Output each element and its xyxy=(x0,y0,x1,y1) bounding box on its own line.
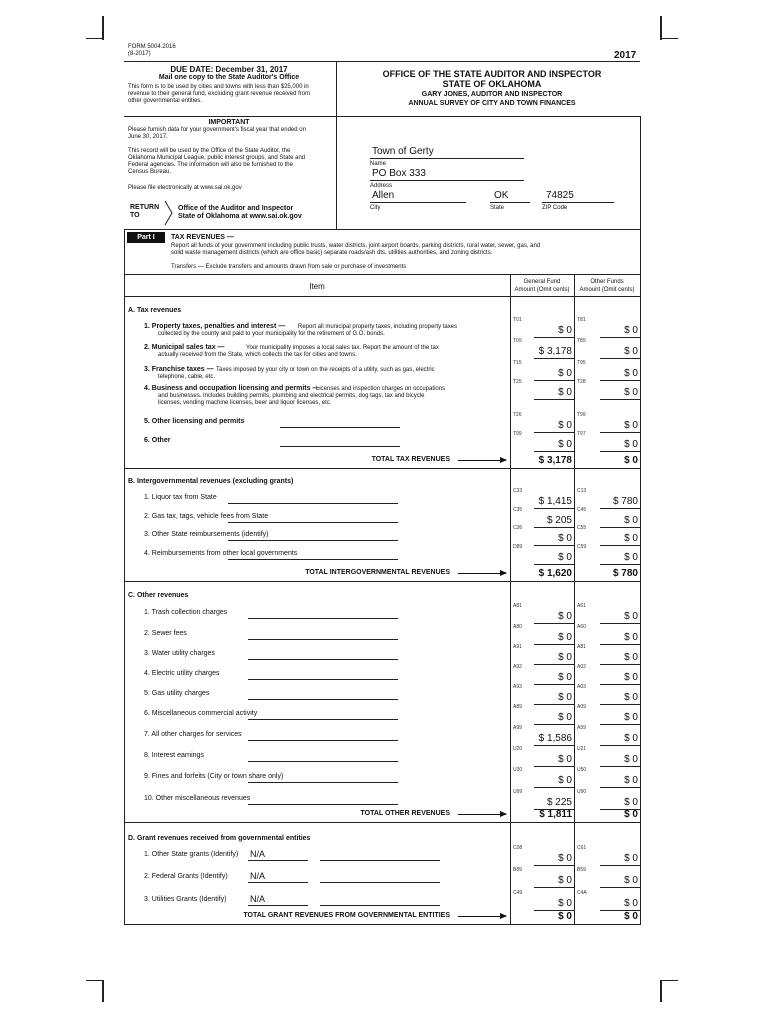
answer-line xyxy=(320,882,440,883)
other-funds-amount[interactable]: $ 0 xyxy=(624,898,638,909)
section-rule xyxy=(124,581,640,582)
part-transfers: Transfers — Exclude transfers and amounts drawn from sale or purchase of investments xyxy=(171,264,407,270)
field-code: A99 xyxy=(513,725,522,731)
row-label: 1. Property taxes, penalties and interest — xyxy=(144,323,286,330)
field-code: T99 xyxy=(577,412,586,418)
crop-mark xyxy=(102,980,104,1002)
col-general-header: Amount (Omit cents) xyxy=(514,287,570,293)
general-fund-amount[interactable]: $ 0 xyxy=(558,775,572,786)
row-label: 2. Gas tax, tags, vehicle fees from State xyxy=(144,513,269,520)
field-underline xyxy=(370,202,466,203)
general-fund-amount[interactable]: $ 0 xyxy=(558,875,572,886)
general-fund-amount[interactable]: $ 0 xyxy=(558,368,572,379)
field-code: C4A xyxy=(577,890,587,896)
other-funds-amount[interactable]: $ 0 xyxy=(624,439,638,450)
amount-underline xyxy=(534,623,574,624)
return-address: Office of the Auditor and Inspector xyxy=(178,205,294,212)
city-field[interactable]: Allen xyxy=(372,190,395,201)
answer-line xyxy=(248,782,398,783)
field-code: T15 xyxy=(513,360,522,366)
row-description: Report all municipal property taxes, including property taxes xyxy=(298,324,458,330)
form-id: FORM 5004.2016 xyxy=(128,44,176,50)
survey-title: ANNUAL SURVEY OF CITY AND TOWN FINANCES xyxy=(408,100,576,107)
field-code: C36 xyxy=(513,525,523,531)
amount-underline xyxy=(534,766,574,767)
address-field[interactable]: PO Box 333 xyxy=(372,168,426,179)
field-code: U20 xyxy=(513,746,523,752)
amount-underline xyxy=(534,337,574,338)
city-label: City xyxy=(370,205,381,211)
total-arrow-icon xyxy=(458,814,506,815)
section-rule xyxy=(124,924,640,925)
field-code: C33 xyxy=(513,488,523,494)
field-code: A92 xyxy=(513,664,522,670)
amount-underline xyxy=(600,380,640,381)
amount-underline xyxy=(534,527,574,528)
amount-underline xyxy=(534,508,574,509)
amount-underline xyxy=(534,724,574,725)
field-code: T01 xyxy=(513,317,522,323)
part-desc: solid waste management districts (which are office basic) separate roads/ash dts, utilities authorities, and zoning districts. xyxy=(171,250,493,256)
col-item-header: Item xyxy=(309,282,325,291)
general-fund-amount[interactable]: $ 0 xyxy=(558,439,572,450)
amount-underline xyxy=(600,887,640,888)
general-fund-amount[interactable]: $ 0 xyxy=(558,672,572,683)
general-fund-amount[interactable]: $ 0 xyxy=(558,754,572,765)
amount-underline xyxy=(534,704,574,705)
zip-field[interactable]: 74825 xyxy=(546,190,574,201)
other-funds-amount[interactable]: $ 0 xyxy=(624,775,638,786)
row-label: 1. Trash collection charges xyxy=(144,609,228,616)
total-arrow-icon xyxy=(458,916,506,917)
answer-line xyxy=(248,719,398,720)
field-code: A02 xyxy=(577,664,586,670)
other-funds-amount[interactable]: $ 0 xyxy=(624,368,638,379)
crop-mark xyxy=(660,980,678,981)
important-text: Please furnish data for your government's fiscal year that ended on xyxy=(128,127,306,133)
total-other-amount[interactable]: $ 0 xyxy=(624,455,638,466)
row-description: licenses, vending machine licenses, beer and liquor licenses, etc. xyxy=(158,400,332,406)
field-underline xyxy=(370,158,524,159)
field-code: T95 xyxy=(577,360,586,366)
amount-underline xyxy=(534,564,574,565)
amount-underline xyxy=(534,865,574,866)
amount-underline xyxy=(534,644,574,645)
other-funds-amount[interactable]: $ 0 xyxy=(624,712,638,723)
crop-mark xyxy=(660,38,678,39)
section-title: C. Other revenues xyxy=(128,592,189,599)
section-title: B. Intergovernmental revenues (excluding grants) xyxy=(128,478,294,485)
field-code: A03 xyxy=(577,684,586,690)
instruction-line: This form is to be used by cities and towns with less than $25,000 in xyxy=(128,84,309,90)
amount-underline xyxy=(600,745,640,746)
amount-underline xyxy=(534,399,574,400)
amount-underline xyxy=(600,451,640,452)
amount-underline xyxy=(600,432,640,433)
answer-line xyxy=(248,804,398,805)
table-top-rule xyxy=(124,274,640,275)
total-general-amount[interactable]: $ 1,811 xyxy=(539,809,572,820)
answer-line xyxy=(248,882,308,883)
amount-underline xyxy=(600,644,640,645)
answer-line xyxy=(248,860,308,861)
field-code: C08 xyxy=(513,845,523,851)
field-code: C13 xyxy=(577,488,587,494)
form-date: (8-2017) xyxy=(128,51,151,57)
other-funds-amount[interactable]: $ 780 xyxy=(612,496,638,507)
general-fund-amount[interactable]: $ 0 xyxy=(558,420,572,431)
answer-line xyxy=(280,446,400,447)
row-label: 9. Fines and forfeits (City or town share only) xyxy=(144,773,284,780)
important-text: Census Bureau. xyxy=(128,169,172,175)
row-label: 2. Federal Grants (Identify) xyxy=(144,873,228,880)
row-label: 4. Electric utility charges xyxy=(144,670,220,677)
other-funds-amount[interactable]: $ 0 xyxy=(624,611,638,622)
col-other-header: Amount (Omit cents) xyxy=(579,287,635,293)
amount-underline xyxy=(534,432,574,433)
answer-line xyxy=(320,860,440,861)
header-row-rule xyxy=(124,296,640,297)
amount-underline xyxy=(600,527,640,528)
amount-underline xyxy=(534,451,574,452)
crop-mark xyxy=(86,38,104,39)
answer-line xyxy=(248,905,308,906)
other-funds-amount[interactable]: $ 0 xyxy=(624,533,638,544)
general-fund-amount[interactable]: $ 3,178 xyxy=(538,346,572,357)
total-label: TOTAL INTERGOVERNMENTAL REVENUES xyxy=(305,569,450,576)
important-text: This record will be used by the Office of the State Auditor, the xyxy=(128,148,291,154)
total-other-amount[interactable]: $ 0 xyxy=(624,809,638,820)
field-underline xyxy=(370,180,524,181)
other-funds-amount[interactable]: $ 0 xyxy=(624,853,638,864)
instruction-line: other governmental entities. xyxy=(128,98,203,104)
due-date: DUE DATE: December 31, 2017 xyxy=(170,65,288,74)
field-code: D89 xyxy=(513,544,523,550)
row-description: actually received from the State, which collects the tax for cities and towns. xyxy=(158,352,357,358)
amount-underline xyxy=(534,887,574,888)
return-chevron-icon xyxy=(164,200,174,226)
return-label: TO xyxy=(130,212,140,219)
field-code: A59 xyxy=(577,725,586,731)
header-bottom-rule xyxy=(124,229,640,230)
general-fund-amount[interactable]: $ 0 xyxy=(558,652,572,663)
field-code: T99 xyxy=(513,431,522,437)
answer-line xyxy=(228,503,398,504)
important-text: Please file electronically at www.sai.ok.gov xyxy=(128,185,242,191)
other-funds-amount[interactable]: $ 0 xyxy=(624,754,638,765)
general-fund-amount[interactable]: $ 0 xyxy=(558,533,572,544)
total-arrow-icon xyxy=(458,460,506,461)
field-code: A93 xyxy=(513,684,522,690)
field-code: T81 xyxy=(577,317,586,323)
field-code: T09 xyxy=(513,338,522,344)
amount-underline xyxy=(600,684,640,685)
row-label: 4. Business and occupation licensing and permits — xyxy=(144,385,320,392)
amount-underline xyxy=(600,564,640,565)
row-description: Taxes imposed by your city or town on the receipts of a utility, such as gas, electric xyxy=(216,367,435,373)
field-code: A80 xyxy=(513,624,522,630)
answer-line xyxy=(320,905,440,906)
answer-line xyxy=(248,679,398,680)
amount-underline xyxy=(600,865,640,866)
field-code: T89 xyxy=(577,338,586,344)
row-label: 4. Reimbursements from other local governments xyxy=(144,550,298,557)
amount-underline xyxy=(600,704,640,705)
field-code: T28 xyxy=(577,379,586,385)
amount-underline xyxy=(534,684,574,685)
state-label: State xyxy=(490,205,505,211)
general-col-divider xyxy=(510,274,511,925)
entity-name-field[interactable]: Town of Gerty xyxy=(372,146,434,157)
row-label: 3. Other State reimbursements (identify) xyxy=(144,531,269,538)
answer-line xyxy=(248,618,398,619)
field-code: U30 xyxy=(513,767,523,773)
field-code: U50 xyxy=(577,767,587,773)
field-code: A61 xyxy=(577,603,586,609)
answer-line xyxy=(280,427,400,428)
field-underline xyxy=(490,202,530,203)
row-label: 1. Liquor tax from State xyxy=(144,494,217,501)
field-code: A91 xyxy=(513,644,522,650)
amount-underline xyxy=(600,664,640,665)
amount-underline xyxy=(534,664,574,665)
field-underline xyxy=(542,202,614,203)
amount-underline xyxy=(600,358,640,359)
row-description: Your municipality imposes a local sales tax. Report the amount of the tax xyxy=(246,345,439,351)
other-funds-amount[interactable]: $ 0 xyxy=(624,632,638,643)
identify-field[interactable]: N/A xyxy=(250,849,266,859)
row-description: and businesses. Includes building permits, plumbing and electrical permits, dog tags, tax and bicycle xyxy=(158,393,425,399)
table-right-border xyxy=(640,116,641,925)
row-label: 5. Gas utility charges xyxy=(144,690,210,697)
other-col-divider xyxy=(574,274,575,925)
top-rule xyxy=(124,61,640,62)
other-funds-amount[interactable]: $ 0 xyxy=(624,552,638,563)
amount-underline xyxy=(600,399,640,400)
amount-underline xyxy=(534,745,574,746)
row-label: 8. Interest earnings xyxy=(144,752,204,759)
answer-line xyxy=(228,540,398,541)
row-label: 7. All other charges for services xyxy=(144,731,242,738)
answer-line xyxy=(248,761,398,762)
row-description: collected by the county and paid to your municipality for the retirement of G.O. bonds. xyxy=(158,331,385,337)
amount-underline xyxy=(600,545,640,546)
auditor-name: GARY JONES, AUDITOR AND INSPECTOR xyxy=(421,91,563,98)
general-fund-amount[interactable]: $ 0 xyxy=(558,853,572,864)
field-code: A60 xyxy=(577,624,586,630)
general-fund-amount[interactable]: $ 0 xyxy=(558,712,572,723)
part-desc: Report all funds of your government including public trusts, water districts, joint airport boards, parking districts, rural water, sewer, gas, and xyxy=(171,243,541,249)
important-text: Federal agencies. The information will also be furnished to the xyxy=(128,162,293,168)
office-state: STATE OF OKLAHOMA xyxy=(442,79,542,89)
row-label: 2. Municipal sales tax — xyxy=(144,344,225,351)
field-code: C45 xyxy=(577,507,587,513)
field-code: U99 xyxy=(513,789,523,795)
total-label: TOTAL TAX REVENUES xyxy=(371,456,450,463)
general-fund-amount[interactable]: $ 205 xyxy=(546,515,572,526)
row-label: 10. Other miscellaneous revenues xyxy=(144,795,251,802)
total-other-amount[interactable]: $ 0 xyxy=(624,911,638,922)
amount-underline xyxy=(534,358,574,359)
other-funds-amount[interactable]: $ 0 xyxy=(624,733,638,744)
general-fund-amount[interactable]: $ 0 xyxy=(558,552,572,563)
field-code: T25 xyxy=(513,379,522,385)
amount-underline xyxy=(600,508,640,509)
row-label: 1. Other State grants (Identify) xyxy=(144,851,239,858)
amount-underline xyxy=(534,545,574,546)
other-funds-amount[interactable]: $ 0 xyxy=(624,692,638,703)
total-label: TOTAL GRANT REVENUES FROM GOVERNMENTAL ENTITIES xyxy=(243,912,450,919)
field-code: A09 xyxy=(577,704,586,710)
crop-mark xyxy=(102,16,104,40)
field-code: C61 xyxy=(577,845,587,851)
col-other-header: Other Funds xyxy=(590,279,624,285)
state-field[interactable]: OK xyxy=(494,190,509,201)
row-label: 3. Utilities Grants (Identify) xyxy=(144,896,227,903)
form-year: 2017 xyxy=(614,50,637,61)
mail-copy: Mail one copy to the State Auditor's Office xyxy=(158,74,300,81)
address-label: Address xyxy=(370,183,393,189)
general-fund-amount[interactable]: $ 0 xyxy=(558,898,572,909)
general-fund-amount[interactable]: $ 0 xyxy=(558,611,572,622)
amount-underline xyxy=(534,787,574,788)
other-funds-amount[interactable]: $ 0 xyxy=(624,325,638,336)
office-title: OFFICE OF THE STATE AUDITOR AND INSPECTOR xyxy=(382,69,602,79)
field-code: C35 xyxy=(513,507,523,513)
general-fund-amount[interactable]: $ 1,415 xyxy=(538,496,572,507)
row-label: 2. Sewer fees xyxy=(144,630,187,637)
section-rule xyxy=(124,468,640,469)
section-title: A. Tax revenues xyxy=(128,307,182,314)
row-description: telephone, cable, etc. xyxy=(158,374,216,380)
answer-line xyxy=(248,639,398,640)
total-other-amount[interactable]: $ 780 xyxy=(612,568,638,579)
identify-field[interactable]: N/A xyxy=(250,871,266,881)
field-code: T97 xyxy=(577,431,586,437)
general-fund-amount[interactable]: $ 225 xyxy=(546,797,572,808)
row-label: 3. Franchise taxes — xyxy=(144,366,214,373)
return-address: State of Oklahoma at www.sai.ok.gov xyxy=(178,213,302,220)
other-funds-amount[interactable]: $ 0 xyxy=(624,875,638,886)
important-text: Oklahoma Municipal League, public interest groups, and State and xyxy=(128,155,306,161)
name-label: Name xyxy=(370,161,387,167)
other-funds-amount[interactable]: $ 0 xyxy=(624,420,638,431)
field-code: A81 xyxy=(513,603,522,609)
amount-underline xyxy=(600,623,640,624)
crop-mark xyxy=(86,980,104,981)
total-general-amount[interactable]: $ 3,178 xyxy=(538,455,572,466)
field-code: B89 xyxy=(513,867,522,873)
row-label: 5. Other licensing and permits xyxy=(144,418,245,425)
total-label: TOTAL OTHER REVENUES xyxy=(360,810,450,817)
field-code: T26 xyxy=(513,412,522,418)
general-fund-amount[interactable]: $ 0 xyxy=(558,692,572,703)
field-code: C55 xyxy=(577,525,587,531)
field-code: C59 xyxy=(577,544,587,550)
field-code: U90 xyxy=(577,789,587,795)
total-general-amount[interactable]: $ 1,620 xyxy=(538,568,572,579)
row-label: 6. Other xyxy=(144,437,171,444)
other-funds-amount[interactable]: $ 0 xyxy=(624,515,638,526)
row-label: 3. Water utility charges xyxy=(144,650,215,657)
other-funds-amount[interactable]: $ 0 xyxy=(624,346,638,357)
amount-underline xyxy=(534,380,574,381)
important-text: June 30, 2017. xyxy=(128,134,168,140)
return-label: RETURN xyxy=(130,204,160,211)
total-arrow-icon xyxy=(458,573,506,574)
answer-line xyxy=(228,559,398,560)
col-general-header: General Fund xyxy=(523,279,561,285)
other-funds-amount[interactable]: $ 0 xyxy=(624,672,638,683)
other-funds-amount[interactable]: $ 0 xyxy=(624,652,638,663)
crop-mark xyxy=(660,16,662,40)
instruction-line: revenue to their general fund, excluding grant revenue received from xyxy=(128,91,311,97)
part-label: Part I xyxy=(127,232,165,243)
general-fund-amount[interactable]: $ 1,586 xyxy=(538,733,572,744)
amount-underline xyxy=(600,766,640,767)
important-heading: IMPORTANT xyxy=(208,119,250,126)
answer-line xyxy=(248,699,398,700)
amount-underline xyxy=(600,724,640,725)
field-code: B59 xyxy=(577,867,586,873)
total-general-amount[interactable]: $ 0 xyxy=(558,911,572,922)
field-code: A81 xyxy=(577,644,586,650)
answer-line xyxy=(228,522,398,523)
field-code: C49 xyxy=(513,890,523,896)
row-description: Licenses and inspection charges on occupations xyxy=(316,386,446,392)
amount-underline xyxy=(600,787,640,788)
general-fund-amount[interactable]: $ 0 xyxy=(558,632,572,643)
part-heading: TAX REVENUES — xyxy=(171,234,234,241)
crop-mark xyxy=(660,980,662,1002)
header-rule xyxy=(124,116,640,117)
amount-underline xyxy=(600,337,640,338)
answer-line xyxy=(248,659,398,660)
row-label: 6. Miscellaneous commercial activity xyxy=(144,710,258,717)
answer-line xyxy=(248,740,398,741)
zip-label: ZIP Code xyxy=(542,205,568,211)
section-title: D. Grant revenues received from governmental entities xyxy=(128,835,311,842)
other-funds-amount[interactable]: $ 0 xyxy=(624,797,638,808)
table-left-border xyxy=(124,229,125,925)
section-rule xyxy=(124,822,640,823)
other-funds-amount[interactable]: $ 0 xyxy=(624,387,638,398)
field-code: U21 xyxy=(577,746,587,752)
general-fund-amount[interactable]: $ 0 xyxy=(558,325,572,336)
identify-field[interactable]: N/A xyxy=(250,894,266,904)
general-fund-amount[interactable]: $ 0 xyxy=(558,387,572,398)
field-code: A89 xyxy=(513,704,522,710)
